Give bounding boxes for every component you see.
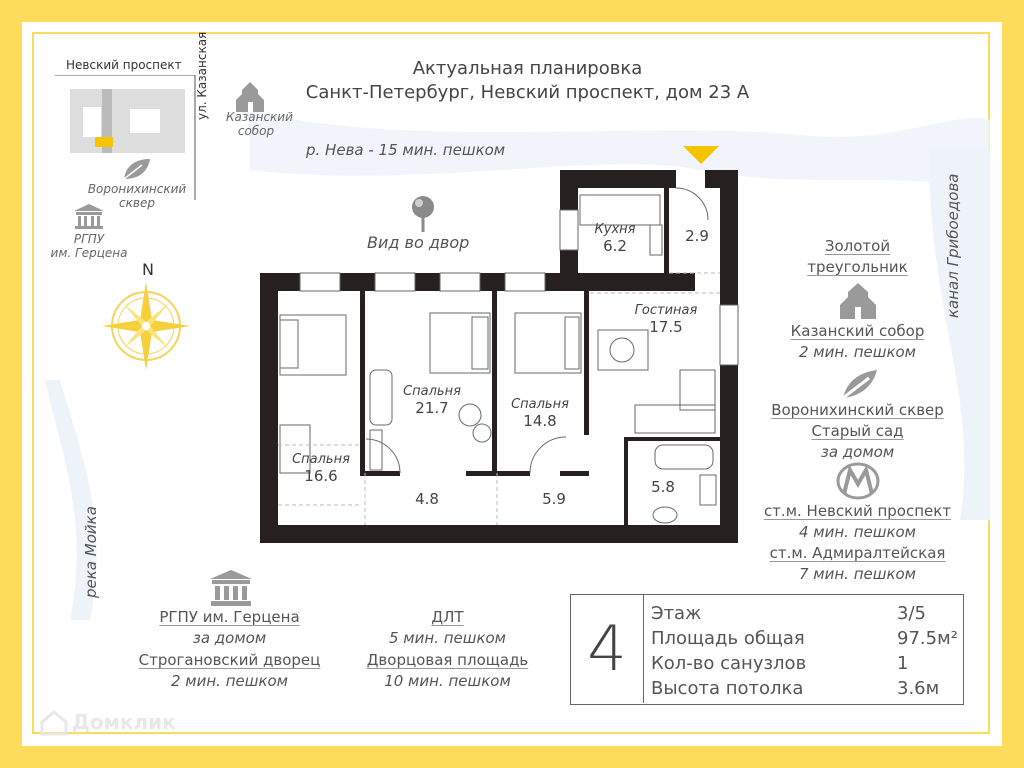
room-bedroom-2 [500,397,580,430]
poi-garden [740,400,975,463]
room-bathroom [643,478,683,496]
poi-palace-square [340,650,555,692]
poi-metro-admiralteyskaya [740,543,975,585]
room-corridor-1-area: 4.8 [415,490,439,508]
leaf-icon [122,157,152,181]
spec-floor-value: 3/5 [897,603,926,624]
metro-icon [836,462,880,500]
poi-kazan-cathedral-title: Казанский собор [790,322,925,340]
cathedral-large-icon [838,283,878,319]
garden-icon [839,366,881,402]
cathedral-icon [234,82,268,112]
room-living [626,303,706,336]
spec-area-value: 97.5м² [897,628,958,649]
minimap-cathedral-label: Казанский собор [226,110,293,138]
room-corridor-2 [534,490,574,508]
room-hall-top-area: 2.9 [685,227,709,245]
rooms-count: 4 [571,595,644,703]
entrance-arrow-icon [683,146,719,166]
spec-floor-label: Этаж [651,603,702,624]
poi-dlt-title: ДЛТ [431,608,464,626]
river-moika-label: река Мойка [82,506,100,598]
poi-dlt [340,607,555,649]
room-bedroom-3-name: Спальня [292,452,350,467]
minimap-garden-label: Воронихинский сквер [87,182,187,210]
room-corridor-1 [407,490,447,508]
poi-garden-title: Воронихинский сквер Старый сад [771,401,944,440]
poi-palace-square-title: Дворцовая площадь [366,651,529,669]
room-bedroom-1-area: 21.7 [415,399,449,417]
minimap-university-label: РГПУ им. Герцена [50,232,128,260]
compass-north-label: N [142,260,154,279]
poi-stroganov-palace-sub: 2 мин. пешком [170,672,289,690]
room-bedroom-1 [392,384,472,417]
poi-stroganov-palace-title: Строгановский дворец [138,651,321,669]
minimap-street-top: Невский проспект [66,58,182,72]
room-bedroom-1-name: Спальня [403,384,461,399]
river-neva-label: р. Нева - 15 мин. пешком [306,141,506,159]
university-large-icon [210,570,252,608]
watermark: Домклик [72,710,176,734]
room-living-name: Гостиная [634,303,698,318]
canal-label: канал Грибоедова [944,173,962,318]
poi-golden-triangle [770,236,945,278]
poi-palace-square-sub: 10 мин. пешком [384,672,511,690]
spec-area-label: Площадь общая [651,628,805,649]
room-kitchen-area: 6.2 [603,237,627,255]
poi-university-title: РГПУ им. Герцена [159,608,300,626]
room-bedroom-2-area: 14.8 [523,412,557,430]
room-bedroom-2-name: Спальня [511,397,569,412]
room-kitchen-name: Кухня [594,222,636,237]
domclick-logo-icon [40,710,68,736]
poi-metro-nevsky [740,501,975,543]
poi-stroganov-palace [112,650,347,692]
room-bedroom-3-area: 16.6 [304,467,338,485]
poi-garden-sub: за домом [820,443,895,461]
room-living-area: 17.5 [649,318,683,336]
view-label: Вид во двор [367,233,470,252]
poi-university-sub: за домом [192,629,267,647]
compass-icon [100,280,192,372]
room-bedroom-3 [282,452,360,485]
spec-ceiling-label: Высота потолка [651,678,804,699]
poi-dlt-sub: 5 мин. пешком [388,629,507,647]
poi-kazan-cathedral-sub: 2 мин. пешком [798,343,917,361]
room-corridor-2-area: 5.9 [542,490,566,508]
poi-metro-admiralteyskaya-title: ст.м. Адмиралтейская [769,544,946,562]
plan-title: Актуальная планировка [412,58,643,79]
plan-address: Санкт-Петербург, Невский проспект, дом 23 А [305,82,750,103]
spec-bathrooms-value: 1 [897,653,909,674]
minimap-street-right: ул. Казанская [195,31,209,120]
room-kitchen [585,222,645,255]
poi-university [112,607,347,649]
spec-ceiling-value: 3.6м [897,678,940,699]
poi-metro-admiralteyskaya-sub: 7 мин. пешком [798,565,917,583]
specs-table [570,594,964,705]
poi-kazan-cathedral [760,321,955,363]
poi-metro-nevsky-sub: 4 мин. пешком [798,523,917,541]
university-icon [74,204,104,230]
spec-bathrooms-label: Кол-во санузлов [651,653,807,674]
poi-metro-nevsky-title: ст.м. Невский проспект [763,502,952,520]
room-bathroom-area: 5.8 [651,478,675,496]
room-hall-top [677,227,717,245]
poi-golden-triangle-title: Золотой треугольник [807,237,908,276]
